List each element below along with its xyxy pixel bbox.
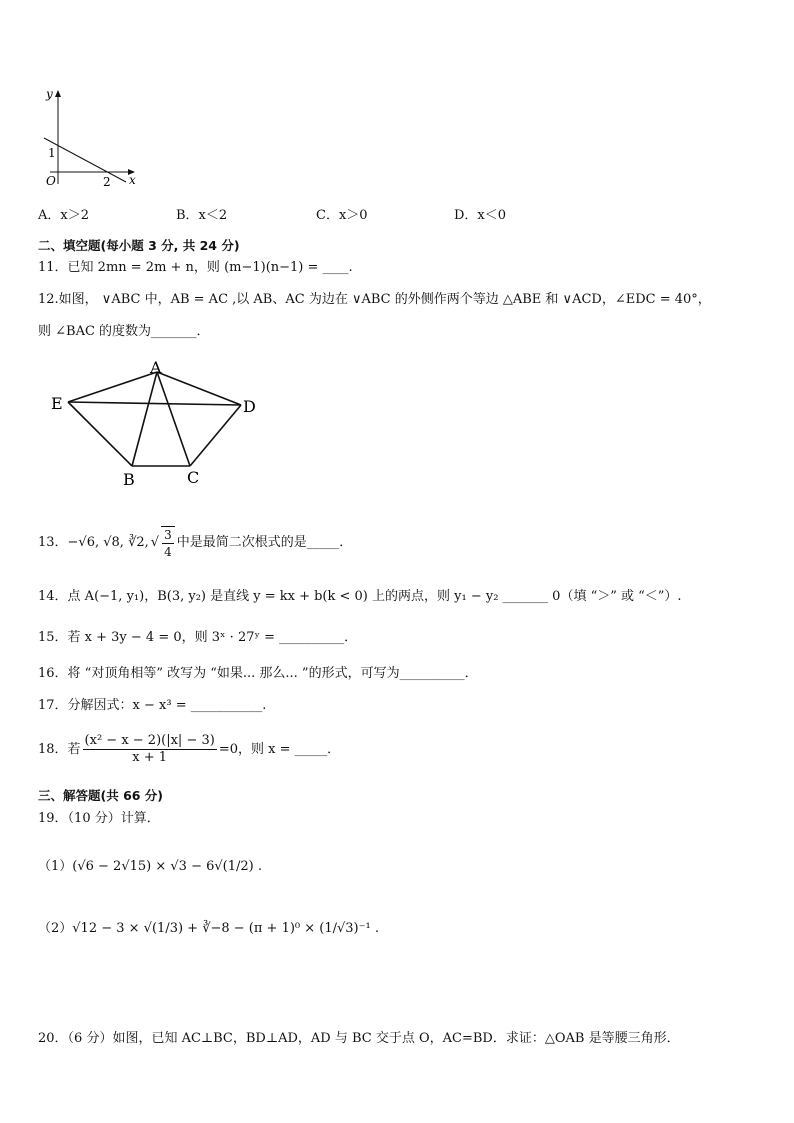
x-axis-label: x (129, 173, 136, 187)
question-18-prefix: 18．若 (38, 741, 81, 757)
question-18-numerator: (x² − x − 2)(|x| − 3) (84, 733, 215, 748)
question-20: 20．（6 分）如图，已知 AC⊥BC，BD⊥AD，AD 与 BC 交于点 O，AC=BD．求证：△OAB 是等腰三角形． (38, 1031, 680, 1046)
question-18-suffix: =0，则 x = _____． (218, 741, 341, 757)
question-13-prefix: 13．−√6, √8, ∛2, (38, 535, 149, 550)
origin-label: O (46, 174, 56, 188)
question-13-suffix: 中是最简二次根式的是_____． (176, 535, 353, 550)
triangle-figure (46, 358, 276, 490)
question-12-line2: 则 ∠BAC 的度数为_______． (38, 324, 210, 339)
vertex-e: E (51, 394, 63, 413)
question-13-fraction: $\frac{3}{4}$ (161, 526, 175, 560)
question-18 (38, 733, 340, 766)
vertex-a: A (150, 358, 162, 377)
vertex-d: D (243, 397, 256, 416)
question-16: 16．将 “对顶角相等” 改写为 “如果... 那么... ”的形式，可写为__________． (38, 666, 478, 681)
question-19-title: 19．（10 分）计算． (38, 811, 160, 826)
question-14: 14．点 A(−1, y₁)，B(3, y₂) 是直线 y = kx + b(k < 0) 上的两点，则 y₁ − y₂ _______ 0（填 “＞” 或 “＜”）. (38, 589, 682, 604)
section-3-title: 三、解答题(共 66 分) (38, 788, 164, 803)
linear-function-graph (36, 86, 146, 188)
option-b: B．x＜2 (176, 208, 228, 223)
question-11: 11．已知 2mn = 2m + n，则 (m−1)(n−1) = ____. (38, 260, 353, 275)
question-17: 17．分解因式：x − x³ = ___________. (38, 698, 267, 713)
y-axis-arrow (55, 90, 61, 97)
question-18-fraction (83, 733, 217, 766)
section-2-title: 二、填空题(每小题 3 分, 共 24 分) (38, 238, 240, 253)
question-13: 13．−√6, √8, ∛2, √ $\frac{3}{4}$ 中是最简二次根式的是_____． (38, 528, 353, 559)
vertex-b: B (123, 470, 135, 489)
option-a: A．x＞2 (38, 208, 89, 223)
y-intercept-label: 1 (48, 146, 56, 160)
question-18-denominator: x + 1 (132, 750, 168, 765)
question-19-part2: （2）√12 − 3 × √(1/3) + ∛−8 − (π + 1)⁰ × (1/√3)⁻¹ . (38, 921, 379, 936)
x-intercept-label: 2 (103, 175, 111, 188)
function-line (44, 138, 126, 182)
y-axis-label: y (46, 87, 53, 101)
option-c: C．x＞0 (316, 208, 368, 223)
question-19-part1: （1）(√6 − 2√15) × √3 − 6√(1/2) . (38, 859, 262, 874)
question-15: 15．若 x + 3y − 4 = 0，则 3ˣ · 27ʸ = __________． (38, 630, 358, 645)
vertex-c: C (187, 468, 200, 487)
question-12-line1: 12.如图， ∨ABC 中，AB = AC ,以 AB、AC 为边在 ∨ABC 的外侧作两个等边 △ABE 和 ∨ACD，∠EDC = 40°， (38, 292, 711, 307)
option-d: D．x＜0 (454, 208, 507, 223)
